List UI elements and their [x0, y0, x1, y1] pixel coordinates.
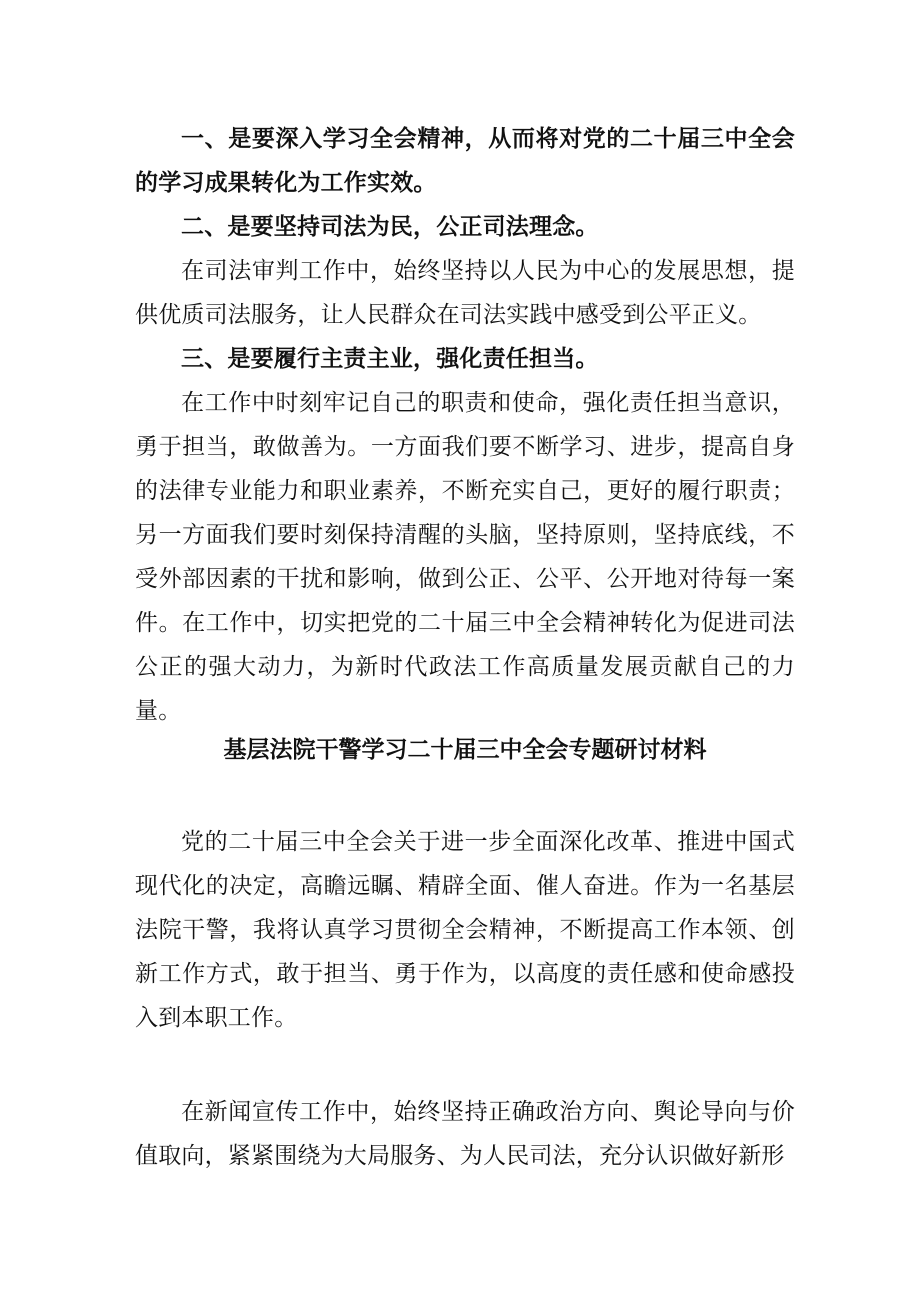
section2-heading: 二、是要坚持司法为民，公正司法理念。	[181, 214, 599, 240]
section2-body: 在司法审判工作中，始终坚持以人民为中心的发展思想，提供优质司法服务，让人民群众在司法实践中感受到公平正义。	[135, 258, 795, 328]
article-title: 基层法院干警学习二十届三中全会专题研讨材料	[223, 737, 707, 763]
article-paragraph-2: 在新闻宣传工作中，始终坚持正确政治方向、舆论导向与价值取向，紧紧围绕为大局服务、为人民司法，充分认识做好新形	[135, 1099, 795, 1169]
section3-heading: 三、是要履行主责主业，强化责任担当。	[181, 346, 599, 372]
section1-heading: 一、是要深入学习全会精神，从而将对党的二十届三中全会的学习成果转化为工作实效。	[135, 126, 795, 196]
section3-body: 在工作中时刻牢记自己的职责和使命，强化责任担当意识，勇于担当，敢做善为。一方面我们要不断学习、进步，提高自身的法律专业能力和职业素养，不断充实自己，更好的履行职责；另一方面我们要时刻保持清醒的头脑，坚持原则，坚持底线，不受外部因素的干扰和影响，做到公正、公平、公开地对待每一案件。在工作中，切实把党的二十届三中全会精神转化为促进司法公正的强大动力，为新时代政法工作高质量发展贡献自己的力量。	[135, 390, 795, 724]
article-paragraph-1: 党的二十届三中全会关于进一步全面深化改革、推进中国式现代化的决定，高瞻远瞩、精辟全面、催人奋进。作为一名基层法院干警，我将认真学习贯彻全会精神，不断提高工作本领、创新工作方式，敢于担当、勇于作为，以高度的责任感和使命感投入到本职工作。	[135, 829, 795, 1031]
